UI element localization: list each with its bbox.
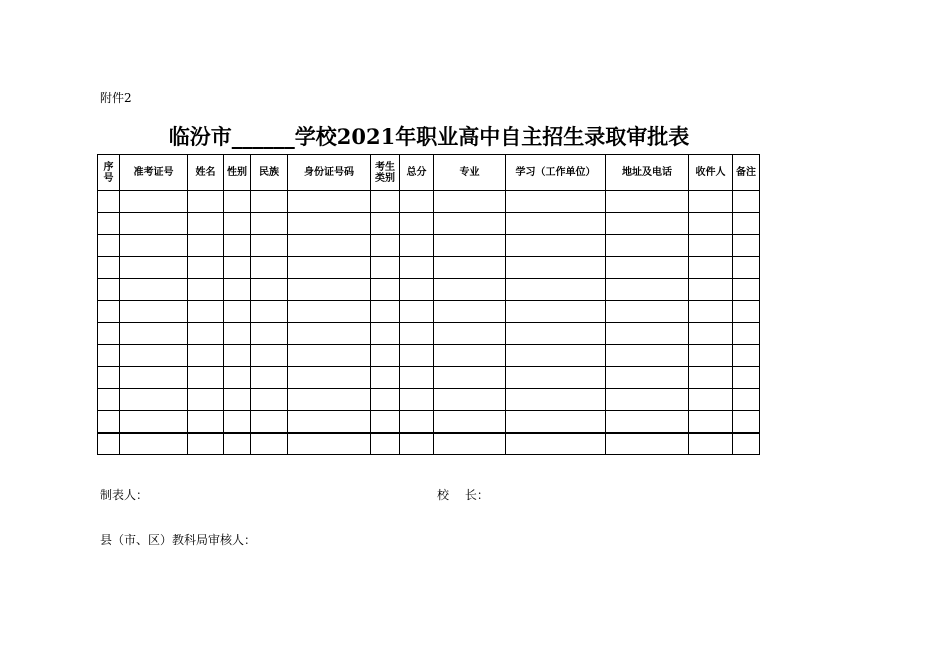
table-row bbox=[98, 411, 760, 433]
table-row bbox=[98, 433, 760, 455]
table-cell[interactable] bbox=[251, 191, 288, 213]
table-cell[interactable] bbox=[733, 433, 760, 455]
table-cell[interactable] bbox=[288, 301, 371, 323]
table-cell[interactable] bbox=[188, 301, 224, 323]
table-cell[interactable] bbox=[120, 323, 188, 345]
table-cell[interactable] bbox=[733, 191, 760, 213]
table-cell[interactable] bbox=[434, 433, 506, 455]
table-cell[interactable] bbox=[400, 235, 434, 257]
table-cell[interactable] bbox=[98, 323, 120, 345]
table-cell[interactable] bbox=[689, 345, 733, 367]
table-row bbox=[98, 235, 760, 257]
table-cell[interactable] bbox=[371, 345, 400, 367]
table-cell[interactable] bbox=[188, 433, 224, 455]
table-row bbox=[98, 301, 760, 323]
table-cell[interactable] bbox=[434, 235, 506, 257]
table-cell[interactable] bbox=[733, 257, 760, 279]
table-cell[interactable] bbox=[506, 389, 606, 411]
table-cell[interactable] bbox=[689, 235, 733, 257]
table-cell[interactable] bbox=[98, 301, 120, 323]
table-cell[interactable] bbox=[98, 279, 120, 301]
table-row bbox=[98, 367, 760, 389]
table-cell[interactable] bbox=[98, 191, 120, 213]
table-cell[interactable] bbox=[188, 235, 224, 257]
table-cell[interactable] bbox=[224, 235, 251, 257]
table-cell[interactable] bbox=[224, 213, 251, 235]
table-cell[interactable] bbox=[188, 213, 224, 235]
table-cell[interactable] bbox=[689, 191, 733, 213]
table-cell[interactable] bbox=[506, 433, 606, 455]
table-cell[interactable] bbox=[120, 389, 188, 411]
table-cell[interactable] bbox=[733, 411, 760, 433]
table-cell[interactable] bbox=[400, 389, 434, 411]
table-cell[interactable] bbox=[188, 191, 224, 213]
table-row bbox=[98, 213, 760, 235]
table-cell[interactable] bbox=[400, 433, 434, 455]
column-header: 准考证号 bbox=[120, 155, 188, 191]
table-cell[interactable] bbox=[400, 301, 434, 323]
approval-table bbox=[97, 154, 760, 455]
table-cell[interactable] bbox=[188, 367, 224, 389]
table-cell[interactable] bbox=[400, 191, 434, 213]
table-cell[interactable] bbox=[606, 213, 689, 235]
table-cell[interactable] bbox=[689, 433, 733, 455]
table-cell[interactable] bbox=[98, 345, 120, 367]
table-cell[interactable] bbox=[400, 345, 434, 367]
table-cell[interactable] bbox=[733, 279, 760, 301]
table-cell[interactable] bbox=[400, 323, 434, 345]
column-header: 收件人 bbox=[689, 155, 733, 191]
table-cell[interactable] bbox=[434, 191, 506, 213]
table-cell[interactable] bbox=[733, 301, 760, 323]
table-cell[interactable] bbox=[371, 235, 400, 257]
table-cell[interactable] bbox=[188, 389, 224, 411]
table-cell[interactable] bbox=[120, 411, 188, 433]
table-cell[interactable] bbox=[733, 345, 760, 367]
table-cell[interactable] bbox=[251, 389, 288, 411]
table-cell[interactable] bbox=[434, 411, 506, 433]
column-header: 性别 bbox=[224, 155, 251, 191]
column-header: 地址及电话 bbox=[606, 155, 689, 191]
table-cell[interactable] bbox=[224, 433, 251, 455]
table-cell[interactable] bbox=[506, 279, 606, 301]
table-cell[interactable] bbox=[606, 389, 689, 411]
table-cell[interactable] bbox=[98, 367, 120, 389]
table-cell[interactable] bbox=[606, 367, 689, 389]
table-cell[interactable] bbox=[371, 213, 400, 235]
table-cell[interactable] bbox=[689, 257, 733, 279]
table-cell[interactable] bbox=[434, 301, 506, 323]
table-cell[interactable] bbox=[689, 301, 733, 323]
table-cell[interactable] bbox=[400, 213, 434, 235]
table-cell[interactable] bbox=[224, 191, 251, 213]
table-cell[interactable] bbox=[434, 323, 506, 345]
table-cell[interactable] bbox=[120, 345, 188, 367]
table-cell[interactable] bbox=[251, 213, 288, 235]
table-cell[interactable] bbox=[288, 367, 371, 389]
table-cell[interactable] bbox=[689, 279, 733, 301]
principal-label: 校 长： bbox=[437, 488, 489, 502]
table-cell[interactable] bbox=[251, 279, 288, 301]
table-cell[interactable] bbox=[733, 389, 760, 411]
table-cell[interactable] bbox=[371, 257, 400, 279]
table-cell[interactable] bbox=[689, 323, 733, 345]
table-cell[interactable] bbox=[506, 213, 606, 235]
table-cell[interactable] bbox=[224, 257, 251, 279]
table-cell[interactable] bbox=[120, 191, 188, 213]
column-header: 身份证号码 bbox=[288, 155, 371, 191]
table-cell[interactable] bbox=[506, 323, 606, 345]
table-cell[interactable] bbox=[288, 323, 371, 345]
table-cell[interactable] bbox=[733, 213, 760, 235]
table-row bbox=[98, 345, 760, 367]
table-cell[interactable] bbox=[371, 301, 400, 323]
table-cell[interactable] bbox=[434, 367, 506, 389]
table-row bbox=[98, 279, 760, 301]
table-cell[interactable] bbox=[733, 235, 760, 257]
table-cell[interactable] bbox=[98, 213, 120, 235]
table-cell[interactable] bbox=[224, 367, 251, 389]
table-cell[interactable] bbox=[434, 213, 506, 235]
table-cell[interactable] bbox=[506, 257, 606, 279]
table-cell[interactable] bbox=[606, 235, 689, 257]
table-cell[interactable] bbox=[251, 323, 288, 345]
table-cell[interactable] bbox=[288, 257, 371, 279]
table-cell[interactable] bbox=[224, 411, 251, 433]
table-cell[interactable] bbox=[120, 279, 188, 301]
table-cell[interactable] bbox=[371, 433, 400, 455]
maker-label: 制表人： bbox=[100, 488, 149, 502]
table-cell[interactable] bbox=[606, 191, 689, 213]
column-header: 学习（工作单位） bbox=[506, 155, 606, 191]
table-cell[interactable] bbox=[251, 433, 288, 455]
table-cell[interactable] bbox=[120, 213, 188, 235]
table-cell[interactable] bbox=[188, 411, 224, 433]
table-cell[interactable] bbox=[689, 411, 733, 433]
table-cell[interactable] bbox=[371, 279, 400, 301]
table-cell[interactable] bbox=[224, 323, 251, 345]
table-cell[interactable] bbox=[606, 411, 689, 433]
table-cell[interactable] bbox=[251, 301, 288, 323]
page-title: 临汾市______学校2021年职业高中自主招生录取审批表 bbox=[168, 124, 690, 149]
table-cell[interactable] bbox=[400, 411, 434, 433]
table-cell[interactable] bbox=[98, 433, 120, 455]
table-cell[interactable] bbox=[400, 367, 434, 389]
table-cell[interactable] bbox=[120, 367, 188, 389]
table-cell[interactable] bbox=[120, 257, 188, 279]
table-cell[interactable] bbox=[98, 389, 120, 411]
table-header-row bbox=[98, 155, 760, 191]
table-cell[interactable] bbox=[689, 389, 733, 411]
table-cell[interactable] bbox=[251, 411, 288, 433]
table-cell[interactable] bbox=[98, 235, 120, 257]
table-cell[interactable] bbox=[506, 345, 606, 367]
table-cell[interactable] bbox=[371, 323, 400, 345]
table-cell[interactable] bbox=[506, 191, 606, 213]
table-cell[interactable] bbox=[434, 279, 506, 301]
column-header: 序 号 bbox=[98, 155, 120, 191]
table-cell[interactable] bbox=[251, 257, 288, 279]
reviewer-label: 县（市、区）教科局审核人： bbox=[100, 533, 257, 547]
table-cell[interactable] bbox=[506, 367, 606, 389]
attachment-label: 附件2 bbox=[100, 91, 132, 105]
table-cell[interactable] bbox=[188, 257, 224, 279]
table-cell[interactable] bbox=[606, 257, 689, 279]
table-cell[interactable] bbox=[288, 279, 371, 301]
table-row bbox=[98, 323, 760, 345]
column-header: 姓名 bbox=[188, 155, 224, 191]
table-cell[interactable] bbox=[188, 279, 224, 301]
table-cell[interactable] bbox=[371, 411, 400, 433]
table-cell[interactable] bbox=[224, 389, 251, 411]
table-row bbox=[98, 257, 760, 279]
table-cell[interactable] bbox=[188, 323, 224, 345]
table-cell[interactable] bbox=[98, 411, 120, 433]
table-row bbox=[98, 191, 760, 213]
table-cell[interactable] bbox=[288, 191, 371, 213]
column-header: 考生 类别 bbox=[371, 155, 400, 191]
table-cell[interactable] bbox=[434, 389, 506, 411]
table-cell[interactable] bbox=[224, 301, 251, 323]
table-cell[interactable] bbox=[689, 213, 733, 235]
table-cell[interactable] bbox=[606, 323, 689, 345]
table-cell[interactable] bbox=[733, 367, 760, 389]
table-cell[interactable] bbox=[288, 213, 371, 235]
table-cell[interactable] bbox=[224, 345, 251, 367]
column-header: 备注 bbox=[733, 155, 760, 191]
table-cell[interactable] bbox=[288, 389, 371, 411]
table-row bbox=[98, 389, 760, 411]
column-header: 民族 bbox=[251, 155, 288, 191]
table-cell[interactable] bbox=[733, 323, 760, 345]
table-cell[interactable] bbox=[188, 345, 224, 367]
table-cell[interactable] bbox=[371, 191, 400, 213]
table-cell[interactable] bbox=[400, 257, 434, 279]
table-cell[interactable] bbox=[288, 345, 371, 367]
table-cell[interactable] bbox=[434, 345, 506, 367]
table-cell[interactable] bbox=[506, 411, 606, 433]
column-header: 专业 bbox=[434, 155, 506, 191]
table-cell[interactable] bbox=[606, 345, 689, 367]
table-cell[interactable] bbox=[288, 411, 371, 433]
table-cell[interactable] bbox=[606, 433, 689, 455]
table-cell[interactable] bbox=[224, 279, 251, 301]
table-cell[interactable] bbox=[98, 257, 120, 279]
table-cell[interactable] bbox=[400, 279, 434, 301]
table-cell[interactable] bbox=[120, 301, 188, 323]
table-cell[interactable] bbox=[606, 301, 689, 323]
table-cell[interactable] bbox=[251, 367, 288, 389]
table-cell[interactable] bbox=[371, 389, 400, 411]
table-cell[interactable] bbox=[371, 367, 400, 389]
table-cell[interactable] bbox=[506, 235, 606, 257]
table-cell[interactable] bbox=[120, 235, 188, 257]
column-header: 总分 bbox=[400, 155, 434, 191]
table-cell[interactable] bbox=[434, 257, 506, 279]
table-cell[interactable] bbox=[120, 433, 188, 455]
table-cell[interactable] bbox=[251, 235, 288, 257]
table-cell[interactable] bbox=[506, 301, 606, 323]
table-cell[interactable] bbox=[606, 279, 689, 301]
table-cell[interactable] bbox=[288, 235, 371, 257]
table-cell[interactable] bbox=[288, 433, 371, 455]
table-cell[interactable] bbox=[689, 367, 733, 389]
table-cell[interactable] bbox=[251, 345, 288, 367]
